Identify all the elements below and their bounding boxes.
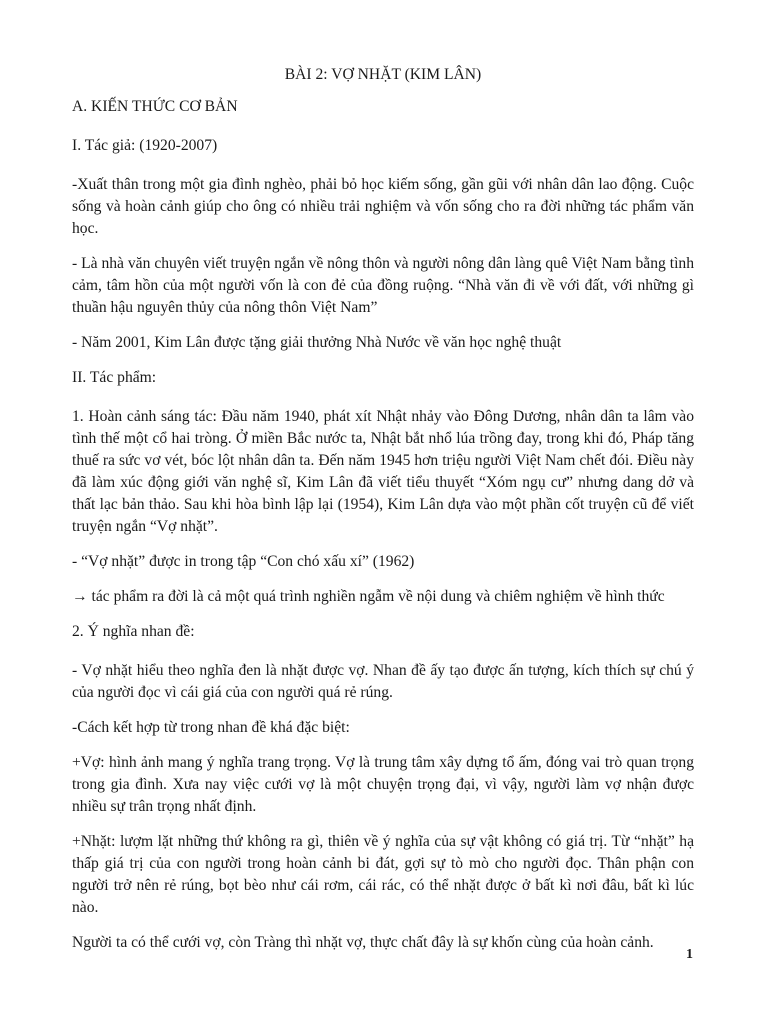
section-heading-basics: A. KIẾN THỨC CƠ BẢN bbox=[72, 98, 238, 115]
author-paragraph: - Là nhà văn chuyên viết truyện ngắn về nông thôn và người nông dân làng quê Việt Nam bằng tình cảm, tâm hồn của một người vốn là con đẻ của đồng ruộng. “Nhà văn đi về với đất, với những gì thuần hậu nguyên thủy của nông thôn Việt Nam” bbox=[72, 255, 694, 316]
author-heading: I. Tác giả: (1920-2007) bbox=[72, 137, 218, 154]
meaning-paragraph: -Cách kết hợp từ trong nhan đề khá đặc biệt: bbox=[72, 719, 350, 736]
work-heading: II. Tác phẩm: bbox=[72, 369, 157, 386]
meaning-paragraph: Người ta có thể cưới vợ, còn Tràng thì nhặt vợ, thực chất đây là sự khốn cùng của hoàn cảnh. bbox=[72, 934, 654, 951]
author-paragraph: - Năm 2001, Kim Lân được tặng giải thưởng Nhà Nước về văn học nghệ thuật bbox=[72, 334, 562, 351]
title-meaning-heading: 2. Ý nghĩa nhan đề: bbox=[72, 623, 195, 640]
meaning-paragraph: - Vợ nhặt hiểu theo nghĩa đen là nhặt được vợ. Nhan đề ấy tạo được ấn tượng, kích thích sự chú ý của người đọc vì cái giá của con người quá rẻ rúng. bbox=[72, 662, 694, 701]
meaning-paragraph: +Nhặt: lượm lặt những thứ không ra gì, thiên về ý nghĩa của sự vật không có giá trị. Từ “nhặt” hạ thấp giá trị của con người trong hoàn cảnh bi đát, gợi sự tò mò cho người đọc. Thân phận con người trở nên rẻ rúng, bọt bèo như cái rơm, cái rác, có thể nhặt được ở bất kì nơi đâu, bất kì lúc nào. bbox=[72, 833, 694, 916]
page-number: 1 bbox=[686, 947, 693, 962]
document-title: BÀI 2: VỢ NHẶT (KIM LÂN) bbox=[284, 66, 482, 83]
work-paragraph: 1. Hoàn cảnh sáng tác: Đầu năm 1940, phát xít Nhật nhảy vào Đông Dương, nhân dân ta lâm vào tình thế một cổ hai tròng. Ở miền Bắc nước ta, Nhật bắt nhổ lúa trồng đay, trong khi đó, Pháp tăng thuế ra sức vơ vét, bóc lột nhân dân ta. Đến năm 1945 hơn triệu người Việt Nam chết đói. Điều này đã làm xúc động giới văn nghệ sĩ, Kim Lân đã viết tiểu thuyết “Xóm ngụ cư” nhưng dang dở và thất lạc bản thảo. Sau khi hòa bình lập lại (1954), Kim Lân dựa vào một phần cốt truyện cũ để viết truyện ngắn “Vợ nhặt”. bbox=[72, 408, 694, 535]
meaning-paragraph: +Vợ: hình ảnh mang ý nghĩa trang trọng. Vợ là trung tâm xây dựng tổ ấm, đóng vai trò quan trọng trong gia đình. Xưa nay việc cưới vợ là một chuyện trọng đại, vì vậy, người làm vợ nhận được nhiều sự trân trọng nhất định. bbox=[72, 754, 694, 815]
document-page bbox=[72, 64, 694, 967]
author-paragraph: -Xuất thân trong một gia đình nghèo, phải bỏ học kiếm sống, gần gũi với nhân dân lao động. Cuộc sống và hoàn cảnh giúp cho ông có nhiều trải nghiệm và vốn sống cho ra đời những tác phẩm văn học. bbox=[72, 176, 694, 237]
work-paragraph: → tác phẩm ra đời là cả một quá trình nghiền ngẫm về nội dung và chiêm nghiệm về hình thức bbox=[72, 588, 665, 605]
work-paragraph: - “Vợ nhặt” được in trong tập “Con chó xấu xí” (1962) bbox=[72, 553, 415, 570]
